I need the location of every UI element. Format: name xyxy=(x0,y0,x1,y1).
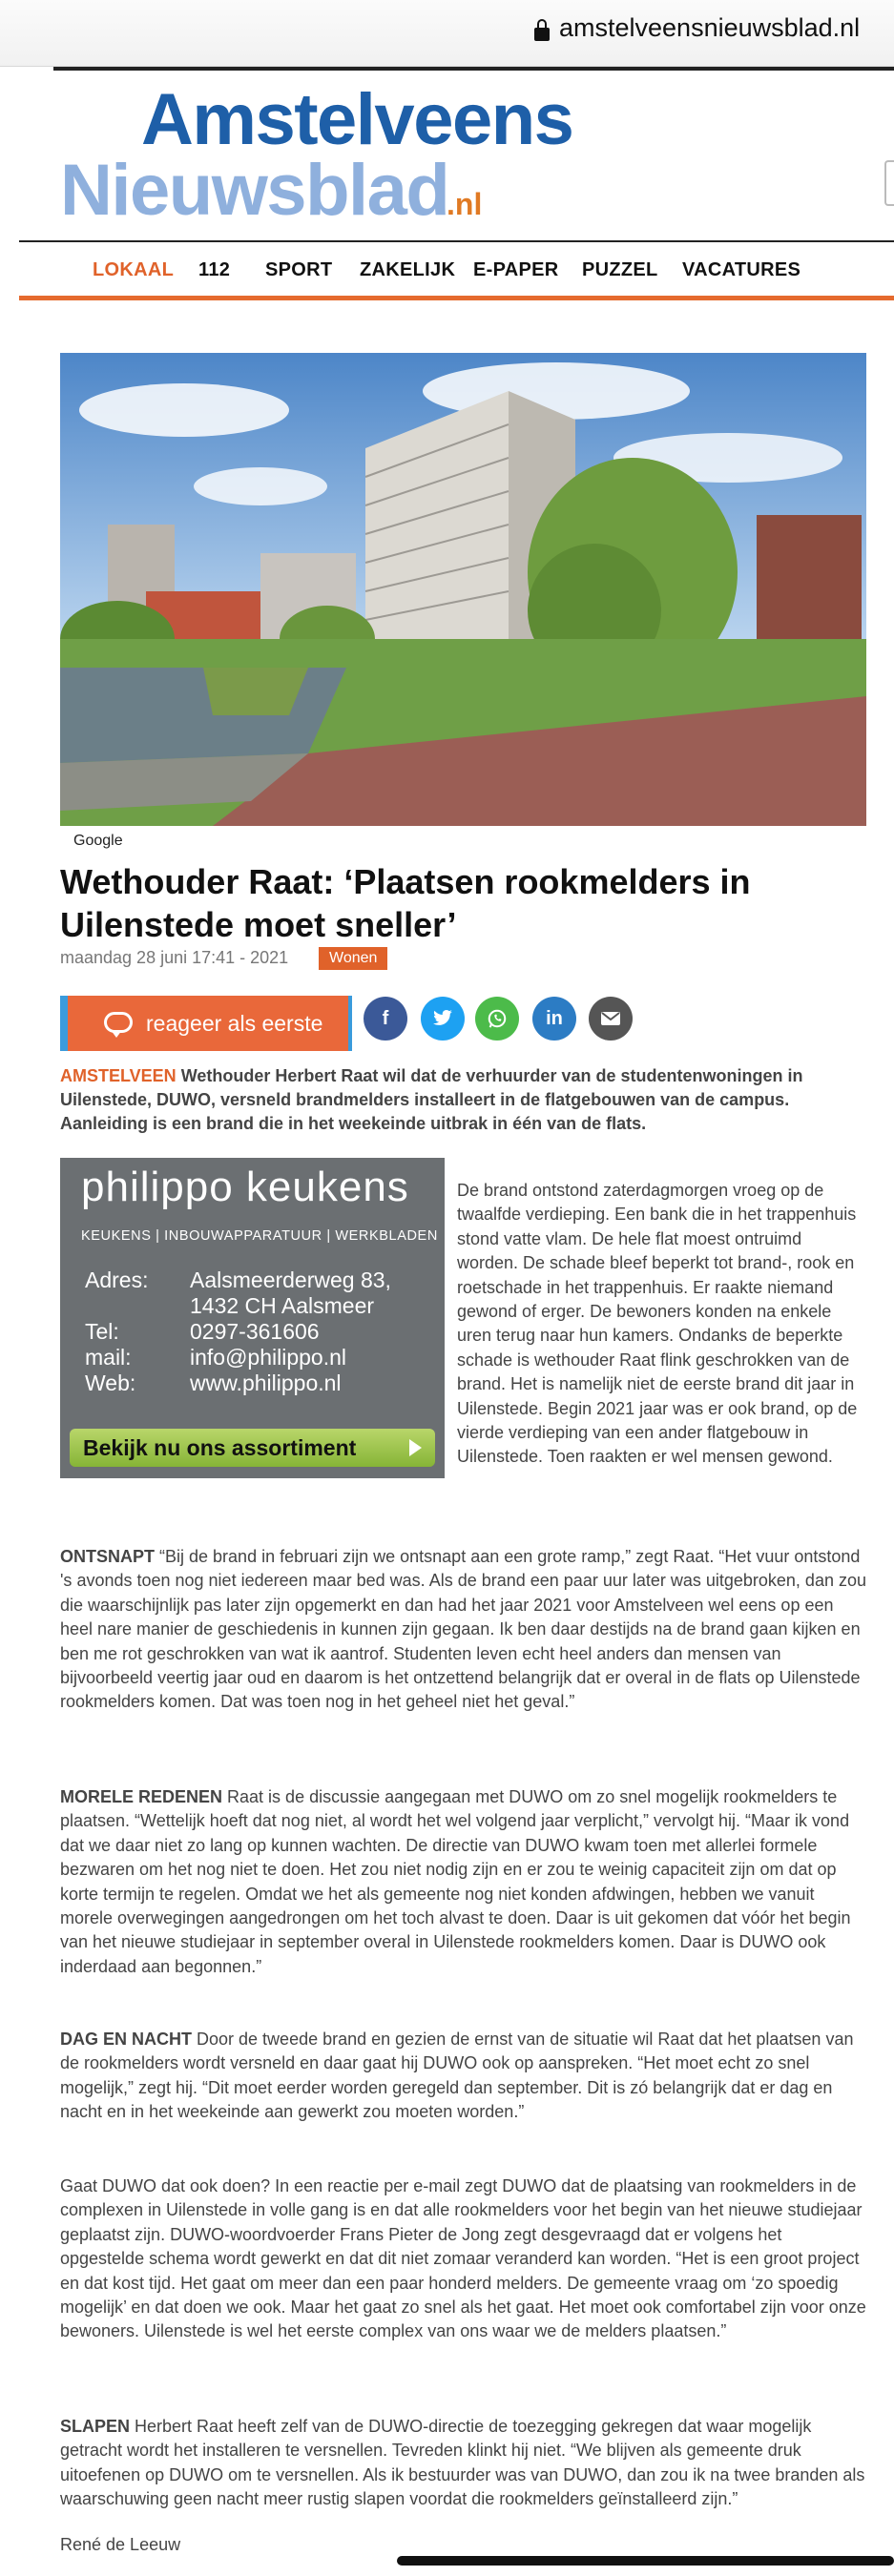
section-keyword: DAG EN NACHT xyxy=(60,2030,192,2049)
article-title: Wethouder Raat: ‘Plaatsen rookmelders in Uilenstede moet sneller’ xyxy=(60,862,751,944)
category-tag[interactable]: Wonen xyxy=(319,947,387,970)
article-section xyxy=(60,2174,866,2344)
ad-row-key: mail: xyxy=(85,1345,132,1370)
article-section xyxy=(60,2028,866,2125)
section-text: “Bij de brand in februari zijn we ontsnapt aan een grote ramp,” zegt Raat. “Het vuur ontstond 's avonds toen nog niet iedereen maar bed was. Als de brand een paar uur later was uitgebroken, dan zou die waarschijnlijk pas later zijn opgemerkt en dan had het jaar 2021 voor Amstelveen wel eens op een heel nare manier de geschiedenis in kunnen zijn gegaan. Ik ben daar destijds na de brand gaan kijken en ben me rot geschrokken van wat ik aantrof. Studenten leven echt heel anders dan mensen van bijvoorbeeld veertig jaar oud en daarom is het ontzettend belangrijk dat er overal in de flats op Uilenstede rookmelders komen. Dat was toen nog in het geheel niet het geval.” xyxy=(60,1547,866,1712)
url-text[interactable]: amstelveensnieuwsblad.nl xyxy=(559,13,861,42)
article-section xyxy=(60,1785,866,1979)
nav-item-sport[interactable]: SPORT xyxy=(265,259,333,280)
linkedin-icon[interactable]: in xyxy=(532,997,576,1041)
nav-bottom-border xyxy=(19,296,894,300)
facebook-icon[interactable]: f xyxy=(364,997,407,1041)
ad-cta-button[interactable] xyxy=(70,1429,435,1467)
ad-row-key: Adres: xyxy=(85,1267,149,1292)
logo-line-2[interactable]: Nieuwsblad xyxy=(60,150,449,231)
lock-icon xyxy=(534,19,550,42)
ad-brand: philippo keukens xyxy=(81,1164,409,1210)
section-keyword: SLAPEN xyxy=(60,2417,131,2436)
logo-suffix: .nl xyxy=(447,187,483,221)
advertisement-philippo[interactable] xyxy=(60,1158,445,1478)
ad-row-value: info@philippo.nl xyxy=(190,1345,347,1370)
ad-row-key: Web: xyxy=(85,1370,136,1395)
nav-item-vacatures[interactable]: VACATURES xyxy=(682,259,801,280)
nav-item-112[interactable]: 112 xyxy=(198,259,231,280)
lead-location: AMSTELVEEN xyxy=(60,1066,177,1085)
nav-item-zakelijk[interactable]: ZAKELIJK xyxy=(360,259,456,280)
section-keyword: MORELE REDENEN xyxy=(60,1787,223,1806)
nav-item-puzzel[interactable]: PUZZEL xyxy=(582,259,658,280)
twitter-icon[interactable] xyxy=(421,997,465,1041)
nav-item-e-paper[interactable]: E-PAPER xyxy=(473,259,559,280)
ad-row-value: www.philippo.nl xyxy=(190,1370,342,1395)
ad-subtitle: KEUKENS | INBOUWAPPARATUUR | WERKBLADEN xyxy=(81,1228,438,1244)
nav-item-lokaal[interactable]: LOKAAL xyxy=(93,259,175,280)
ad-cta-label: Bekijk nu ons assortiment xyxy=(83,1435,357,1460)
article-section xyxy=(60,1545,866,1715)
ad-row-value: 0297-361606 xyxy=(190,1319,320,1344)
main-nav xyxy=(19,242,894,298)
article-date: maandag 28 juni 17:41 - 2021 xyxy=(60,948,289,967)
tab-strip xyxy=(53,67,894,71)
article-intro: De brand ontstond zaterdagmorgen vroeg op de twaalfde verdieping. Een bank die in het trappenhuis stond vatte vlam. De hele flat moest ontruimd worden. De schade bleef beperkt tot brand-, rook en roetschade in het trappenhuis. Er raakte niemand gewond of erger. De bewoners konden na enkele uren terug naar hun kamers. Ondanks de beperkte schade is wethouder Raat flink geschrokken van de brand. Het is namelijk niet de eerste brand dit jaar in Uilenstede. Begin 2021 jaar was er ook brand, op de vierde verdieping van een ander flatgebouw in Uilenstede. Toen raakten er wel mensen gewond. xyxy=(457,1181,858,1467)
ad-row-value: 1432 CH Aalsmeer xyxy=(190,1293,375,1318)
search-box-edge[interactable] xyxy=(884,160,894,206)
logo-line-1[interactable]: Amstelveens xyxy=(141,79,573,160)
article-lead xyxy=(60,1064,866,1136)
street-view-illustration xyxy=(60,353,866,826)
ad-row-key: Tel: xyxy=(85,1319,119,1344)
section-text: Gaat DUWO dat ook doen? In een reactie per e-mail zegt DUWO dat de plaatsing van rookmelders in de complexen in Uilenstede in volle gang is en dat alle rookmelders voor het begin van het nieuwe studiejaar geplaatst zijn. DUWO-woordvoerder Frans Pieter de Jong zegt desgevraagd dat er volgens het opgestelde schema wordt gewerkt en dat dit niet zomaar veranderd kan worden. “Het is een groot project en dat kost tijd. Het gaat om meer dan een paar honderd melders. De gemeente vraag om ‘zo spoedig mogelijk’ en dat doen we ook. Maar het gaat zo snel als het gaat. Het moet ook comfortabel zijn voor onze bewoners. Uilenstede is wel het eerste complex van ons waar we de melders plaatsen.” xyxy=(60,2176,866,2341)
play-arrow-icon xyxy=(409,1439,422,1456)
lead-text: Wethouder Herbert Raat wil dat de verhuurder van de studentenwoningen in Uilenstede, DUWO, versneld brandmelders installeert in de flatgebouwen van de campus. Aanleiding is een brand die in het weekeinde uitbrak in één van de flats. xyxy=(60,1066,803,1133)
section-text: Door de tweede brand en gezien de ernst van de situatie wil Raat dat het plaatsen van de rookmelders wordt versneld en daar gaat hij DUWO ook op aanspreken. “Het moet echt zo snel mogelijk,” zegt hij. “Dit moet eerder worden geregeld dan september. Dit is zó belangrijk dat er dag en nacht en in het weekeinde aan gewerkt zou moeten worden.” xyxy=(60,2030,854,2122)
section-text: Herbert Raat heeft zelf van de DUWO-directie de toezegging gekregen dat waar mogelijk getracht wordt het installeren te versnellen. Tevreden klinkt hij niet. “We blijven als gemeente druk uitoefenen op DUWO om te versnellen. Als ik bestuurder was van DUWO, dan zou ik na twee branden als waarschuwing geen nacht meer rustig slapen voordat die rookmelders geïnstalleerd zijn.” xyxy=(60,2417,865,2509)
browser-url-bar[interactable] xyxy=(0,0,894,67)
image-credit: Google xyxy=(73,833,123,849)
article-author: René de Leeuw xyxy=(60,2535,181,2554)
comment-icon xyxy=(104,1012,133,1033)
article-hero-image xyxy=(60,353,866,826)
ad-row-value: Aalsmeerderweg 83, xyxy=(190,1267,391,1292)
home-indicator[interactable] xyxy=(397,2556,894,2566)
section-text: Raat is de discussie aangegaan met DUWO om zo snel mogelijk rookmelders te plaatsen. “Wettelijk hoeft dat nog niet, al wordt het wel volgend jaar verplicht,” vervolgt hij. “Maar ik vond dat we daar niet zo lang op kunnen wachten. De directie van DUWO kwam toen met allerlei formele bezwaren om het nog niet te doen. Het zou niet nodig zijn en er zou te weinig capaciteit zijn om dat op korte termijn te regelen. Omdat we het als gemeente nog niet konden afdwingen, hebben we vanuit morele overwegingen aangedrongen om het toch alvast te doen. Daar is uit gekomen dat vóór het begin van het nieuwe studiejaar in september overal in Uilenstede rookmelders komen. Daar is DUWO ook inderdaad aan begonnen.” xyxy=(60,1787,851,1976)
react-button-label: reageer als eerste xyxy=(146,1011,323,1036)
section-keyword: ONTSNAPT xyxy=(60,1547,155,1566)
whatsapp-icon[interactable] xyxy=(475,997,519,1041)
email-icon[interactable] xyxy=(589,997,633,1041)
react-button[interactable] xyxy=(60,996,352,1051)
article-section xyxy=(60,2415,866,2512)
